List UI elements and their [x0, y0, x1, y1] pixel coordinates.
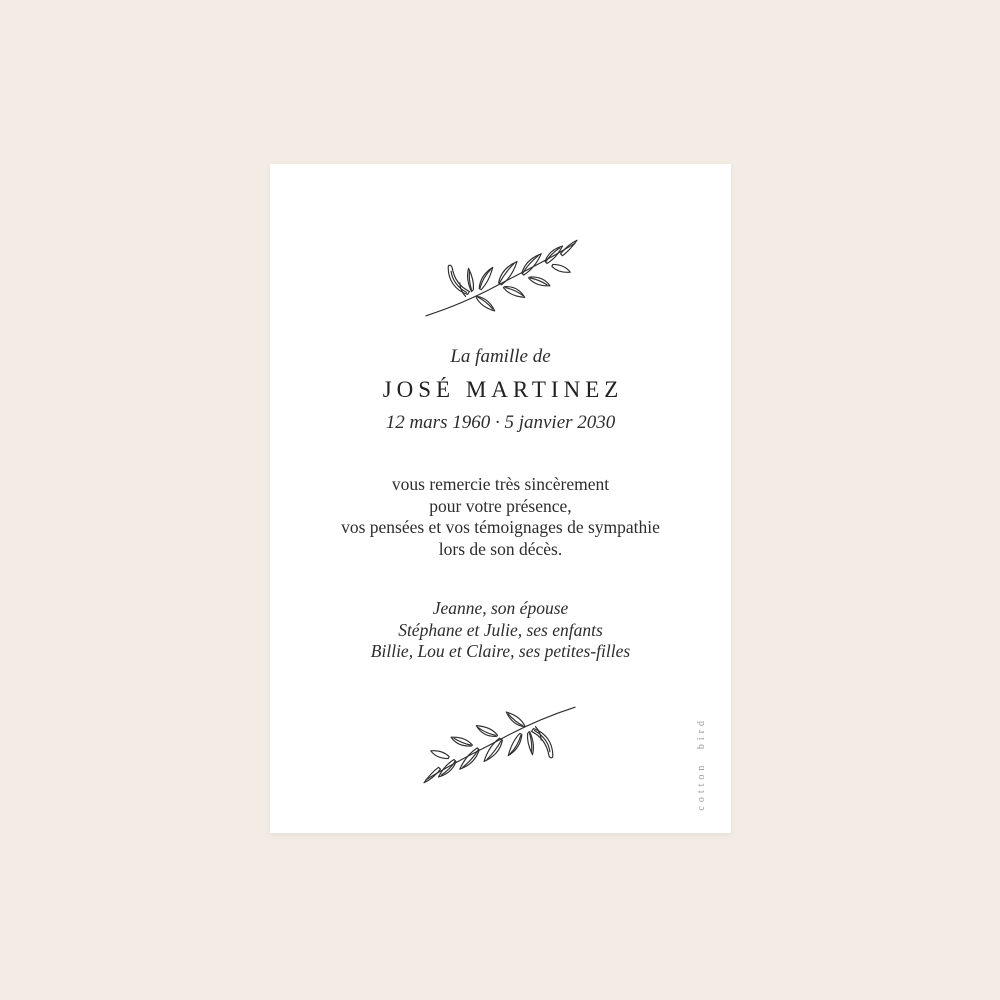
family-signatures: [371, 598, 630, 663]
branch-top-icon: [423, 236, 578, 320]
thank-you-message: [341, 474, 660, 560]
deceased-name: JOSÉ MARTINEZ: [382, 377, 624, 402]
family-line: Billie, Lou et Claire, ses petites-filles: [370, 641, 631, 661]
brand-mark: cotton bird: [696, 717, 707, 811]
branch-bottom-icon: [423, 703, 578, 787]
message-line: pour votre présence,: [429, 495, 572, 516]
message-line: vous remercie très sincèrement: [391, 474, 610, 494]
message-line: lors de son décès.: [438, 538, 563, 559]
family-line: Stéphane et Julie, ses enfants: [398, 619, 603, 640]
memorial-card: [270, 164, 731, 833]
life-dates: 12 mars 1960 · 5 janvier 2030: [385, 412, 616, 433]
message-line: vos pensées et vos témoignages de sympathie: [341, 517, 660, 537]
family-line: Jeanne, son épouse: [432, 598, 569, 618]
intro-line: La famille de: [450, 346, 551, 367]
